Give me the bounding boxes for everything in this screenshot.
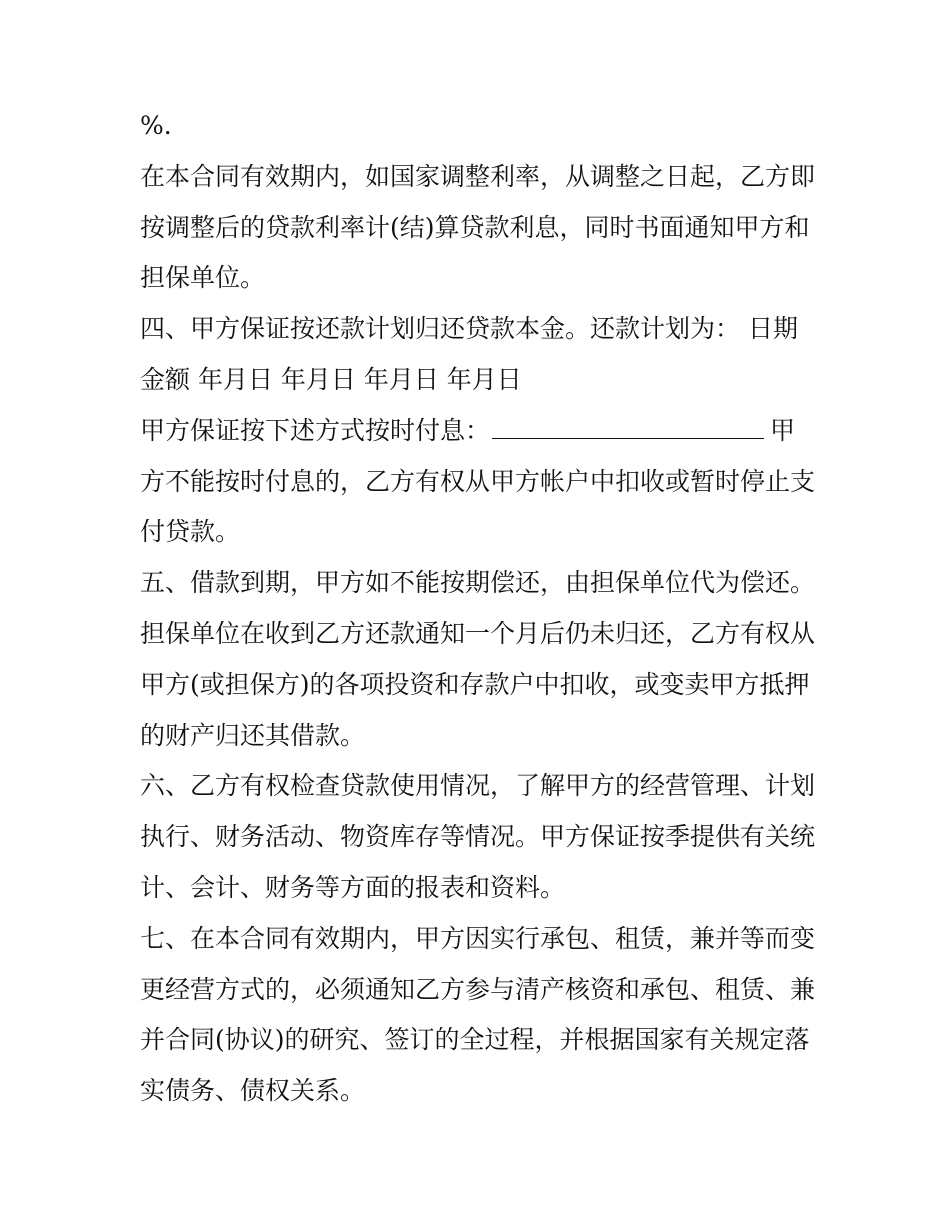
- text-line: 执行、财务活动、物资库存等情况。甲方保证按季提供有关统: [140, 822, 816, 852]
- section-four-heading: 四、甲方保证按还款计划归还贷款本金。还款计划为： 日期: [140, 314, 798, 344]
- text-line: 实债务、债权关系。: [140, 1076, 366, 1106]
- interest-payment-line: [140, 406, 820, 457]
- text-line: 在本合同有效期内，如国家调整利率，从调整之日起，乙方即: [140, 161, 816, 191]
- section-five-heading: 五、借款到期，甲方如不能按期偿还，由担保单位代为偿还。: [140, 568, 816, 598]
- interest-payment-label: 甲方保证按下述方式按时付息：: [140, 415, 491, 445]
- text-line: 计、会计、财务等方面的报表和资料。: [140, 872, 566, 902]
- text-line: 甲方(或担保方)的各项投资和存款户中扣收，或变卖甲方抵押: [140, 669, 810, 699]
- text-line: 的财产归还其借款。: [140, 720, 366, 750]
- text-line: 并合同(协议)的研究、签订的全过程，并根据国家有关规定落: [140, 1025, 810, 1055]
- section-six-heading: 六、乙方有权检查贷款使用情况，了解甲方的经营管理、计划: [140, 771, 816, 801]
- text-line: 金额 年月日 年月日 年月日 年月日: [140, 364, 522, 394]
- line-tail-text: 甲: [770, 415, 796, 445]
- text-line: 担保单位。: [140, 263, 266, 293]
- text-line: 按调整后的贷款利率计(结)算贷款利息，同时书面通知甲方和: [140, 212, 810, 242]
- fill-in-blank: [492, 420, 764, 439]
- text-line: 付贷款。: [140, 517, 241, 547]
- contract-text: [140, 101, 820, 1117]
- text-line: %.: [140, 111, 172, 140]
- text-line: 担保单位在收到乙方还款通知一个月后仍未归还，乙方有权从: [140, 618, 816, 648]
- section-seven-heading: 七、在本合同有效期内，甲方因实行承包、租赁，兼并等而变: [140, 923, 816, 953]
- text-line: 方不能按时付息的，乙方有权从甲方帐户中扣收或暂时停止支: [140, 466, 816, 496]
- text-line: 更经营方式的，必须通知乙方参与清产核资和承包、租赁、兼: [140, 974, 816, 1004]
